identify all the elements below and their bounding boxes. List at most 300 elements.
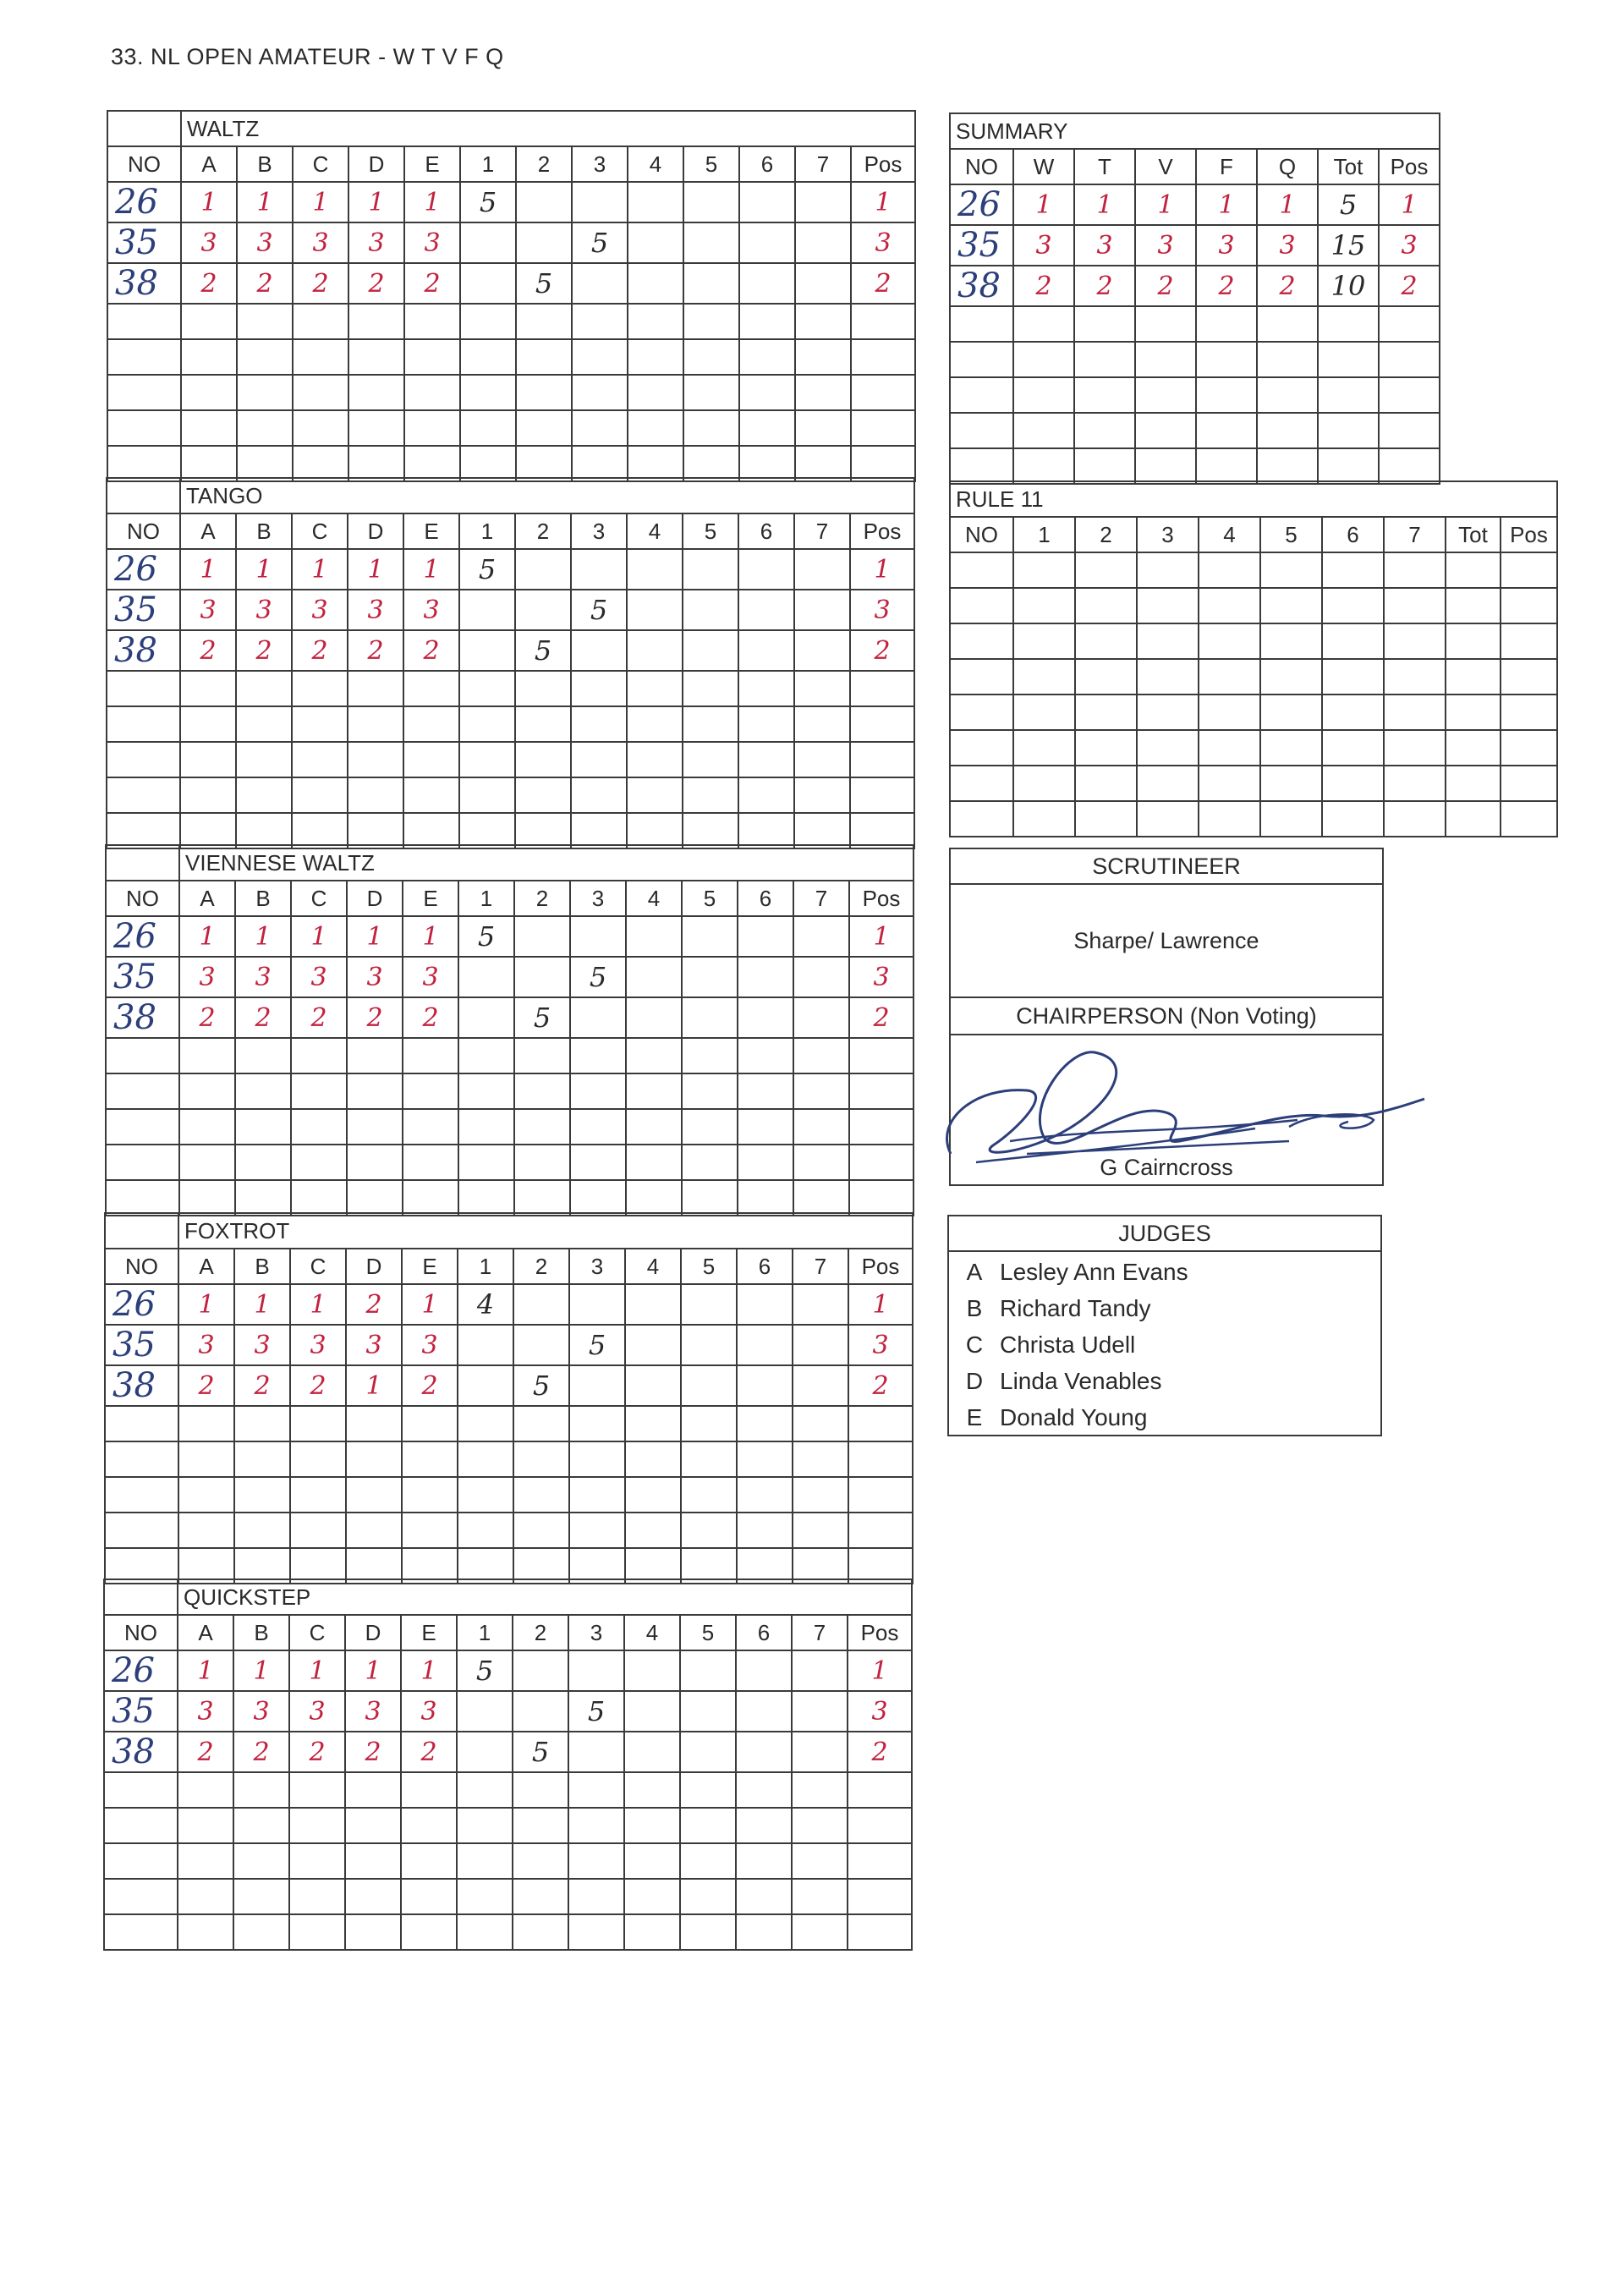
column-header: B bbox=[235, 881, 291, 916]
column-header: 5 bbox=[682, 881, 738, 916]
place-count bbox=[569, 1365, 625, 1406]
table-row bbox=[104, 1843, 912, 1879]
empty-cell bbox=[850, 706, 914, 742]
judge-mark: 1 bbox=[178, 1650, 233, 1691]
place-count bbox=[739, 222, 795, 263]
column-header: 7 bbox=[792, 1615, 848, 1650]
dance-title: VIENNESE WALTZ bbox=[179, 845, 914, 881]
column-header: 5 bbox=[683, 146, 739, 182]
competitor-number: 38 bbox=[106, 997, 179, 1038]
foxtrot-table bbox=[104, 1212, 914, 1584]
place-count bbox=[569, 1284, 625, 1325]
empty-cell bbox=[851, 375, 915, 410]
empty-cell bbox=[178, 1513, 234, 1548]
column-header: 4 bbox=[625, 1249, 681, 1284]
empty-cell bbox=[105, 1513, 178, 1548]
empty-cell bbox=[1075, 730, 1137, 766]
empty-cell bbox=[291, 1038, 347, 1073]
empty-cell bbox=[1322, 801, 1384, 837]
table-row bbox=[107, 706, 914, 742]
table-row bbox=[107, 777, 914, 813]
empty-cell bbox=[680, 1879, 736, 1914]
place-count: 5 bbox=[571, 590, 627, 630]
empty-cell bbox=[347, 1038, 403, 1073]
judge-mark: 3 bbox=[180, 590, 236, 630]
rule11-title-row bbox=[950, 481, 1557, 517]
column-header: E bbox=[401, 1615, 457, 1650]
empty-cell bbox=[346, 1513, 402, 1548]
chairperson-name: G Cairncross bbox=[1100, 1155, 1233, 1180]
place-count bbox=[794, 549, 850, 590]
empty-cell bbox=[180, 671, 236, 706]
empty-cell bbox=[515, 671, 571, 706]
empty-cell bbox=[459, 777, 515, 813]
place-count bbox=[793, 1365, 848, 1406]
empty-cell bbox=[681, 1513, 737, 1548]
empty-cell bbox=[570, 1073, 626, 1109]
empty-cell bbox=[347, 1073, 403, 1109]
empty-cell bbox=[234, 1441, 290, 1477]
empty-cell bbox=[737, 1441, 793, 1477]
empty-cell bbox=[404, 304, 460, 339]
empty-cell bbox=[570, 1109, 626, 1145]
empty-cell bbox=[106, 1109, 179, 1145]
place-count bbox=[680, 1732, 736, 1772]
judge-mark: 1 bbox=[236, 549, 292, 590]
empty-cell bbox=[403, 1038, 458, 1073]
empty-cell bbox=[107, 671, 180, 706]
empty-cell bbox=[571, 671, 627, 706]
place-count bbox=[568, 1732, 624, 1772]
empty-cell bbox=[736, 1843, 792, 1879]
empty-cell bbox=[1446, 552, 1501, 588]
empty-cell bbox=[739, 410, 795, 446]
position-value: 1 bbox=[848, 1284, 913, 1325]
empty-cell bbox=[104, 1808, 178, 1843]
empty-cell bbox=[1318, 342, 1379, 377]
place-count bbox=[459, 590, 515, 630]
place-count: 5 bbox=[569, 1325, 625, 1365]
place-count bbox=[739, 263, 795, 304]
judge-mark: 2 bbox=[180, 630, 236, 671]
empty-cell bbox=[1257, 448, 1318, 484]
empty-cell bbox=[683, 339, 739, 375]
empty-cell bbox=[1013, 588, 1075, 623]
empty-cell bbox=[627, 671, 683, 706]
empty-cell bbox=[347, 1180, 403, 1216]
table-row bbox=[107, 813, 914, 848]
column-header: 3 bbox=[569, 1249, 625, 1284]
empty-cell bbox=[292, 777, 348, 813]
column-header: C bbox=[293, 146, 348, 182]
empty-cell bbox=[1137, 659, 1199, 695]
competitor-number: 35 bbox=[105, 1325, 178, 1365]
empty-cell bbox=[1322, 766, 1384, 801]
place-count bbox=[683, 263, 739, 304]
empty-cell bbox=[458, 1513, 513, 1548]
judge-mark: 2 bbox=[235, 997, 291, 1038]
table-row bbox=[107, 410, 915, 446]
judge-mark: 2 bbox=[402, 1365, 458, 1406]
column-header: Tot bbox=[1318, 149, 1379, 184]
empty-cell bbox=[683, 742, 738, 777]
judge-mark: 2 bbox=[403, 997, 458, 1038]
empty-cell bbox=[1501, 801, 1557, 837]
column-header: C bbox=[290, 1249, 346, 1284]
place-count: 5 bbox=[572, 222, 628, 263]
empty-cell bbox=[1257, 377, 1318, 413]
summary-title: SUMMARY bbox=[950, 113, 1440, 149]
table-row bbox=[104, 1650, 912, 1691]
column-header: 1 bbox=[458, 881, 514, 916]
dance-title-row bbox=[104, 1579, 912, 1615]
judge-mark: 2 bbox=[236, 630, 292, 671]
place-count bbox=[460, 222, 516, 263]
empty-cell bbox=[1446, 623, 1501, 659]
empty-cell bbox=[683, 410, 739, 446]
place-count bbox=[681, 1365, 737, 1406]
dance-title: QUICKSTEP bbox=[178, 1579, 912, 1615]
empty-cell bbox=[106, 1038, 179, 1073]
empty-cell bbox=[513, 1914, 568, 1950]
empty-cell bbox=[1075, 623, 1137, 659]
column-header: 1 bbox=[459, 513, 515, 549]
empty-cell bbox=[404, 410, 460, 446]
empty-cell bbox=[458, 1145, 514, 1180]
empty-cell bbox=[181, 339, 237, 375]
empty-cell bbox=[1260, 552, 1322, 588]
place-count: 5 bbox=[514, 997, 570, 1038]
empty-cell bbox=[236, 706, 292, 742]
empty-cell bbox=[682, 1073, 738, 1109]
rule11-sheet bbox=[949, 480, 1558, 837]
judge-mark: 2 bbox=[403, 630, 459, 671]
empty-cell bbox=[403, 742, 459, 777]
column-header: E bbox=[403, 513, 459, 549]
place-count bbox=[792, 1650, 848, 1691]
column-header: Pos bbox=[851, 146, 915, 182]
table-row bbox=[104, 1732, 912, 1772]
judge-letter: D bbox=[965, 1367, 984, 1394]
empty-cell bbox=[1384, 623, 1446, 659]
empty-cell bbox=[104, 1843, 178, 1879]
place-count bbox=[458, 997, 514, 1038]
empty-cell bbox=[104, 1879, 178, 1914]
column-header: 6 bbox=[738, 513, 794, 549]
judge-mark: 2 bbox=[233, 1732, 289, 1772]
empty-cell bbox=[235, 1180, 291, 1216]
place-count bbox=[683, 590, 738, 630]
competitor-number: 35 bbox=[107, 590, 180, 630]
judge-mark: 1 bbox=[403, 549, 459, 590]
empty-cell bbox=[1074, 306, 1135, 342]
place-count bbox=[794, 590, 850, 630]
dance-header-row bbox=[105, 1249, 913, 1284]
table-row bbox=[950, 552, 1557, 588]
judge-mark: 3 bbox=[291, 957, 347, 997]
empty-cell bbox=[849, 1109, 914, 1145]
dance-place: 1 bbox=[1196, 184, 1257, 225]
judge-name: Linda Venables bbox=[1000, 1367, 1162, 1394]
competitor-number: 38 bbox=[107, 263, 181, 304]
empty-cell bbox=[1318, 448, 1379, 484]
dance-title-row bbox=[105, 1213, 913, 1249]
empty-cell bbox=[289, 1772, 345, 1808]
empty-cell bbox=[793, 1406, 848, 1441]
judge-mark: 1 bbox=[235, 916, 291, 957]
column-header: 1 bbox=[1013, 517, 1075, 552]
empty-cell bbox=[233, 1772, 289, 1808]
column-header: 1 bbox=[460, 146, 516, 182]
empty-cell bbox=[792, 1879, 848, 1914]
place-count bbox=[739, 182, 795, 222]
empty-cell bbox=[1446, 695, 1501, 730]
empty-cell bbox=[457, 1879, 513, 1914]
empty-cell bbox=[1260, 801, 1322, 837]
table-row bbox=[105, 1513, 913, 1548]
empty-cell bbox=[181, 375, 237, 410]
empty-cell bbox=[403, 706, 459, 742]
empty-cell bbox=[795, 446, 851, 481]
empty-cell bbox=[738, 742, 794, 777]
place-count: 5 bbox=[570, 957, 626, 997]
empty-cell bbox=[1196, 413, 1257, 448]
empty-cell bbox=[1075, 695, 1137, 730]
dance-place: 2 bbox=[1074, 266, 1135, 306]
judge-mark: 3 bbox=[233, 1691, 289, 1732]
table-row bbox=[106, 1145, 914, 1180]
empty-cell bbox=[1137, 623, 1199, 659]
column-header: Pos bbox=[849, 881, 914, 916]
empty-cell bbox=[1257, 342, 1318, 377]
empty-cell bbox=[950, 730, 1013, 766]
empty-cell bbox=[404, 446, 460, 481]
place-count bbox=[683, 222, 739, 263]
table-row bbox=[107, 446, 915, 481]
empty-cell bbox=[628, 410, 683, 446]
judge-mark: 1 bbox=[345, 1650, 401, 1691]
quickstep-table bbox=[103, 1578, 913, 1951]
column-header: 7 bbox=[793, 881, 849, 916]
empty-cell bbox=[236, 742, 292, 777]
empty-cell bbox=[107, 813, 180, 848]
table-row bbox=[950, 266, 1440, 306]
rule11-table bbox=[949, 480, 1558, 837]
empty-cell bbox=[572, 410, 628, 446]
column-header: A bbox=[179, 881, 235, 916]
judge-mark: 2 bbox=[401, 1732, 457, 1772]
dance-place: 2 bbox=[1196, 266, 1257, 306]
empty-cell bbox=[1013, 801, 1075, 837]
empty-cell bbox=[348, 777, 403, 813]
place-count: 5 bbox=[458, 916, 514, 957]
empty-cell bbox=[950, 306, 1013, 342]
empty-cell bbox=[107, 777, 180, 813]
empty-cell bbox=[107, 410, 181, 446]
empty-cell bbox=[513, 1513, 569, 1548]
empty-cell bbox=[401, 1808, 457, 1843]
table-row bbox=[104, 1808, 912, 1843]
empty-cell bbox=[568, 1879, 624, 1914]
empty-cell bbox=[1196, 448, 1257, 484]
empty-cell bbox=[1322, 552, 1384, 588]
column-header: NO bbox=[105, 1249, 178, 1284]
judge-mark: 1 bbox=[290, 1284, 346, 1325]
empty-cell bbox=[794, 813, 850, 848]
empty-cell bbox=[950, 342, 1013, 377]
empty-cell bbox=[1137, 695, 1199, 730]
empty-cell bbox=[401, 1879, 457, 1914]
place-count bbox=[457, 1691, 513, 1732]
empty-cell bbox=[850, 671, 914, 706]
empty-cell bbox=[792, 1808, 848, 1843]
empty-cell bbox=[236, 813, 292, 848]
column-header: D bbox=[348, 513, 403, 549]
judge-mark: 3 bbox=[181, 222, 237, 263]
column-header: E bbox=[402, 1249, 458, 1284]
empty-cell bbox=[234, 1513, 290, 1548]
judge-entry bbox=[949, 1290, 1380, 1326]
empty-cell bbox=[1137, 552, 1199, 588]
empty-cell bbox=[950, 623, 1013, 659]
empty-cell bbox=[1196, 342, 1257, 377]
place-count bbox=[738, 590, 794, 630]
empty-cell bbox=[402, 1441, 458, 1477]
judge-mark: 3 bbox=[234, 1325, 290, 1365]
dance-place: 2 bbox=[1135, 266, 1196, 306]
judge-letter: C bbox=[965, 1331, 984, 1358]
empty-cell bbox=[1199, 552, 1260, 588]
position-value: 3 bbox=[849, 957, 914, 997]
scrutineer-box bbox=[949, 848, 1384, 1186]
place-count bbox=[459, 630, 515, 671]
empty-cell bbox=[235, 1109, 291, 1145]
empty-cell bbox=[849, 1038, 914, 1073]
empty-cell bbox=[626, 1145, 682, 1180]
empty-cell bbox=[1260, 730, 1322, 766]
column-header: Tot bbox=[1446, 517, 1501, 552]
empty-cell bbox=[683, 304, 739, 339]
empty-cell bbox=[179, 1109, 235, 1145]
place-count bbox=[681, 1284, 737, 1325]
empty-cell bbox=[848, 1441, 913, 1477]
empty-cell bbox=[850, 813, 914, 848]
empty-cell bbox=[106, 1073, 179, 1109]
empty-cell bbox=[795, 304, 851, 339]
empty-cell bbox=[1199, 695, 1260, 730]
column-header: Q bbox=[1257, 149, 1318, 184]
empty-cell bbox=[1379, 448, 1440, 484]
empty-cell bbox=[950, 695, 1013, 730]
empty-cell bbox=[1013, 448, 1074, 484]
empty-cell bbox=[736, 1808, 792, 1843]
empty-cell bbox=[235, 1038, 291, 1073]
place-count: 5 bbox=[516, 263, 572, 304]
table-row bbox=[106, 957, 914, 997]
column-header: 6 bbox=[737, 1249, 793, 1284]
empty-cell bbox=[513, 1477, 569, 1513]
empty-cell bbox=[107, 706, 180, 742]
empty-cell bbox=[736, 1914, 792, 1950]
judge-mark: 2 bbox=[292, 630, 348, 671]
position-value: 1 bbox=[850, 549, 914, 590]
place-count bbox=[458, 957, 514, 997]
empty-cell bbox=[1257, 413, 1318, 448]
column-header: 4 bbox=[627, 513, 683, 549]
position-value: 1 bbox=[851, 182, 915, 222]
empty-cell bbox=[848, 1477, 913, 1513]
scrutineer-heading: SCRUTINEER bbox=[951, 849, 1382, 885]
column-header: B bbox=[237, 146, 293, 182]
empty-cell bbox=[624, 1808, 680, 1843]
dance-header-row bbox=[107, 513, 914, 549]
empty-cell bbox=[180, 742, 236, 777]
position-value: 3 bbox=[1379, 225, 1440, 266]
table-row bbox=[950, 413, 1440, 448]
empty-cell bbox=[569, 1441, 625, 1477]
empty-cell bbox=[180, 706, 236, 742]
empty-cell bbox=[235, 1145, 291, 1180]
empty-cell bbox=[404, 375, 460, 410]
place-count bbox=[625, 1284, 681, 1325]
empty-cell bbox=[1446, 730, 1501, 766]
judges-box bbox=[947, 1215, 1382, 1436]
judge-mark: 1 bbox=[180, 549, 236, 590]
judge-mark: 1 bbox=[293, 182, 348, 222]
empty-cell bbox=[1135, 448, 1196, 484]
empty-cell bbox=[1135, 377, 1196, 413]
table-row bbox=[107, 375, 915, 410]
judge-mark: 2 bbox=[290, 1365, 346, 1406]
place-count bbox=[516, 182, 572, 222]
dance-place: 3 bbox=[1135, 225, 1196, 266]
competitor-number: 26 bbox=[105, 1284, 178, 1325]
table-row bbox=[104, 1691, 912, 1732]
empty-cell bbox=[458, 1477, 513, 1513]
empty-cell bbox=[1135, 342, 1196, 377]
empty-cell bbox=[1074, 448, 1135, 484]
empty-cell bbox=[1137, 766, 1199, 801]
judge-mark: 1 bbox=[348, 182, 404, 222]
empty-cell bbox=[1322, 588, 1384, 623]
judge-mark: 1 bbox=[347, 916, 403, 957]
empty-cell bbox=[237, 339, 293, 375]
empty-cell bbox=[515, 742, 571, 777]
table-row bbox=[107, 742, 914, 777]
dance-header-row bbox=[106, 881, 914, 916]
dance-header-row bbox=[104, 1615, 912, 1650]
place-count bbox=[514, 916, 570, 957]
judges-list bbox=[949, 1252, 1380, 1436]
place-count bbox=[626, 997, 682, 1038]
table-row bbox=[105, 1365, 913, 1406]
empty-cell bbox=[348, 813, 403, 848]
column-header: NO bbox=[104, 1615, 178, 1650]
empty-cell bbox=[571, 706, 627, 742]
column-header: B bbox=[233, 1615, 289, 1650]
empty-cell bbox=[516, 304, 572, 339]
dance-title: WALTZ bbox=[181, 111, 915, 146]
position-value: 3 bbox=[851, 222, 915, 263]
column-header: V bbox=[1135, 149, 1196, 184]
place-count bbox=[624, 1650, 680, 1691]
empty-cell bbox=[181, 304, 237, 339]
empty-cell bbox=[513, 1441, 569, 1477]
empty-cell bbox=[1199, 766, 1260, 801]
column-header: 5 bbox=[680, 1615, 736, 1650]
place-count bbox=[571, 549, 627, 590]
position-value: 3 bbox=[848, 1325, 913, 1365]
